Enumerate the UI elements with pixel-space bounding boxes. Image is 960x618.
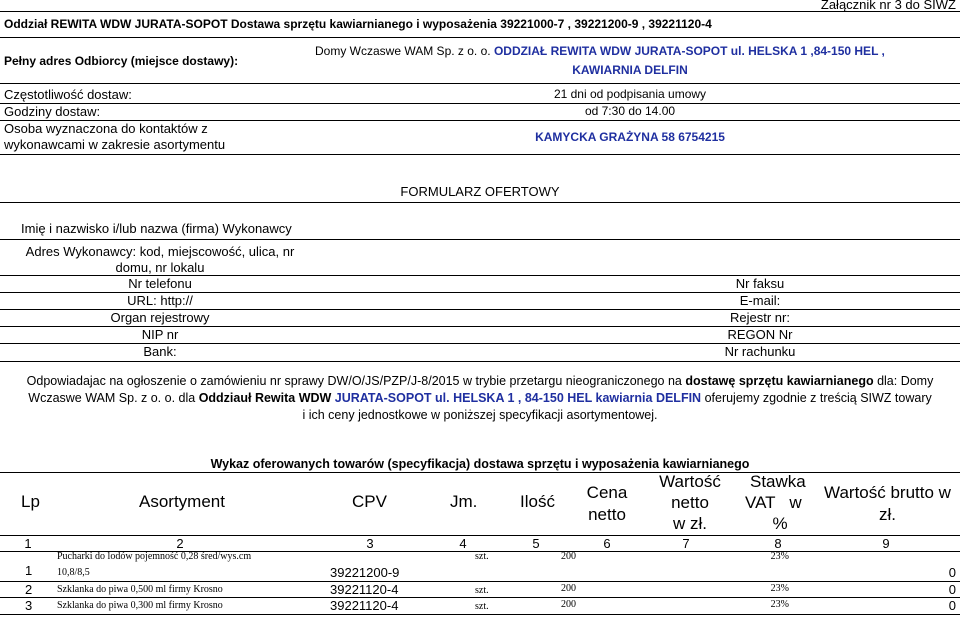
col-number: 7	[682, 536, 690, 551]
row-unit: szt.	[475, 551, 489, 562]
row-unit: szt.	[475, 585, 489, 596]
col-cena-header-1: Cena	[586, 483, 628, 502]
row-brutto: 0	[948, 598, 956, 613]
row-quantity: 200	[561, 551, 576, 562]
table-border	[0, 597, 960, 598]
offer-line-2	[0, 391, 960, 405]
row-vat: 23%	[770, 599, 789, 610]
offer-line-3: i ich ceny jednostkowe w poniższej specyfikacji asortymentowej.	[302, 408, 658, 422]
divider	[0, 361, 960, 362]
row-name-line1: Pucharki do lodów pojemność 0,28 śred/wys.cm	[57, 551, 252, 562]
offer-subject: dostawę sprzętu kawiarnianego	[685, 374, 874, 388]
account-label: Nr rachunku	[724, 344, 796, 359]
col-number: 9	[882, 536, 890, 551]
col-number: 8	[774, 536, 782, 551]
document-title: Oddział REWITA WDW JURATA-SOPOT Dostawa sprzętu kawiarnianego i wyposażenia 39221000-7 , 39221200-9 , 39221120-4	[4, 17, 712, 31]
form-title: FORMULARZ OFERTOWY	[400, 184, 560, 199]
divider	[0, 37, 960, 38]
recipient-cafe: KAWIARNIA DELFIN	[572, 63, 688, 77]
offer-text: oferujemy zgodnie z treścią SIWZ towary	[701, 391, 932, 405]
divider	[0, 202, 960, 203]
row-vat: 23%	[770, 551, 789, 562]
col-vat-header-2: VAT w	[745, 493, 802, 512]
offer-line-1	[0, 374, 960, 388]
contact-person: KAMYCKA GRAŻYNA 58 6754215	[535, 130, 725, 144]
email-label: E-mail:	[739, 293, 781, 308]
row-name-line1: Szklanka do piwa 0,300 ml firmy Krosno	[57, 600, 223, 611]
row-quantity: 200	[561, 599, 576, 610]
row-brutto: 0	[948, 565, 956, 580]
fax-label: Nr faksu	[735, 276, 785, 291]
row-brutto: 0	[948, 582, 956, 597]
col-wartosc-header-1: Wartość	[659, 472, 721, 491]
offer-text: Wczaswe WAM Sp. z o. o. dla	[28, 391, 199, 405]
frequency-label: Częstotliwość dostaw:	[4, 87, 132, 102]
divider	[0, 11, 960, 12]
row-name-line2: 10,8/8,5	[57, 567, 90, 578]
col-wartosc-header-3: w zł.	[673, 514, 707, 533]
contractor-address-line1: Adres Wykonawcy: kod, miejscowość, ulica, nr	[25, 244, 295, 259]
col-number: 5	[532, 536, 540, 551]
bank-label: Bank:	[143, 344, 177, 359]
row-name-line1: Szklanka do piwa 0,500 ml firmy Krosno	[57, 584, 223, 595]
divider	[0, 154, 960, 155]
registry-org-label: Organ rejestrowy	[110, 310, 210, 325]
contact-label-line1: Osoba wyznaczona do kontaktów z	[4, 121, 208, 136]
table-title: Wykaz oferowanych towarów (specyfikacja) dostawa sprzętu i wyposażenia kawiarnianego	[210, 457, 750, 471]
row-unit: szt.	[475, 601, 489, 612]
col-vat-header-3: %	[772, 514, 788, 533]
row-cpv: 39221120-4	[330, 582, 399, 597]
col-number: 3	[366, 536, 374, 551]
recipient-label: Pełny adres Odbiorcy (miejsce dostawy):	[4, 54, 239, 68]
col-jm-header: Jm.	[450, 492, 478, 511]
col-wartosc-header-2: netto	[671, 493, 709, 512]
phone-label: Nr telefonu	[128, 276, 192, 291]
row-lp: 1	[25, 563, 33, 578]
row-quantity: 200	[561, 583, 576, 594]
col-asortyment-header: Asortyment	[139, 492, 225, 511]
frequency-value: 21 dni od podpisania umowy	[553, 87, 707, 101]
registry-label: Rejestr nr:	[730, 310, 790, 325]
col-brutto-header-2: zł.	[879, 505, 896, 524]
url-label: URL: http://	[127, 293, 193, 308]
row-lp: 2	[25, 582, 33, 597]
col-number: 4	[459, 536, 467, 551]
regon-label: REGON Nr	[727, 327, 793, 342]
row-vat: 23%	[770, 583, 789, 594]
col-number: 2	[176, 536, 184, 551]
table-border	[0, 614, 960, 615]
offer-text: dla: Domy	[873, 374, 934, 388]
divider	[0, 83, 960, 84]
contractor-name-label: Imię i nazwisko i/lub nazwa (firma) Wykonawcy	[21, 221, 292, 236]
col-number: 1	[24, 536, 32, 551]
recipient-company: Domy Wczaswe WAM Sp. z o. o.	[315, 44, 491, 58]
recipient-address	[315, 44, 885, 58]
row-lp: 3	[25, 598, 33, 613]
row-cpv: 39221200-9	[330, 565, 400, 580]
table-border	[0, 472, 960, 473]
offer-location: JURATA-SOPOT ul. HELSKA 1 , 84-150 HEL kawiarnia DELFIN	[334, 391, 702, 405]
nip-label: NIP nr	[141, 327, 179, 342]
offer-branch: Oddziauł Rewita WDW	[198, 391, 335, 405]
hours-value: od 7:30 do 14.00	[584, 104, 676, 118]
recipient-branch: ODDZIAŁ REWITA WDW JURATA-SOPOT ul. HELSKA 1 ,84-150 HEL ,	[493, 44, 885, 58]
row-cpv: 39221120-4	[330, 598, 399, 613]
divider	[0, 103, 960, 104]
col-number: 6	[603, 536, 611, 551]
col-ilosc-header: Ilość	[520, 492, 555, 511]
col-cpv-header: CPV	[352, 492, 387, 511]
col-cena-header-2: netto	[588, 505, 626, 524]
table-border	[0, 581, 960, 582]
offer-text: Odpowiadajac na ogłoszenie o zamówieniu nr sprawy DW/O/JS/PZP/J-8/2015 w trybie przetargu nieograniczonego na	[26, 374, 686, 388]
col-vat-header-1: Stawka	[750, 472, 806, 491]
table-border	[0, 535, 960, 536]
appendix-label: Załącznik nr 3 do SIWZ	[820, 0, 956, 12]
col-brutto-header-1: Wartość brutto w	[824, 483, 951, 502]
col-lp-header: Lp	[21, 492, 40, 511]
contractor-address-line2: domu, nr lokalu	[115, 260, 205, 275]
hours-label: Godziny dostaw:	[4, 104, 101, 119]
divider	[0, 239, 960, 240]
contact-label-line2: wykonawcami w zakresie asortymentu	[4, 137, 226, 152]
